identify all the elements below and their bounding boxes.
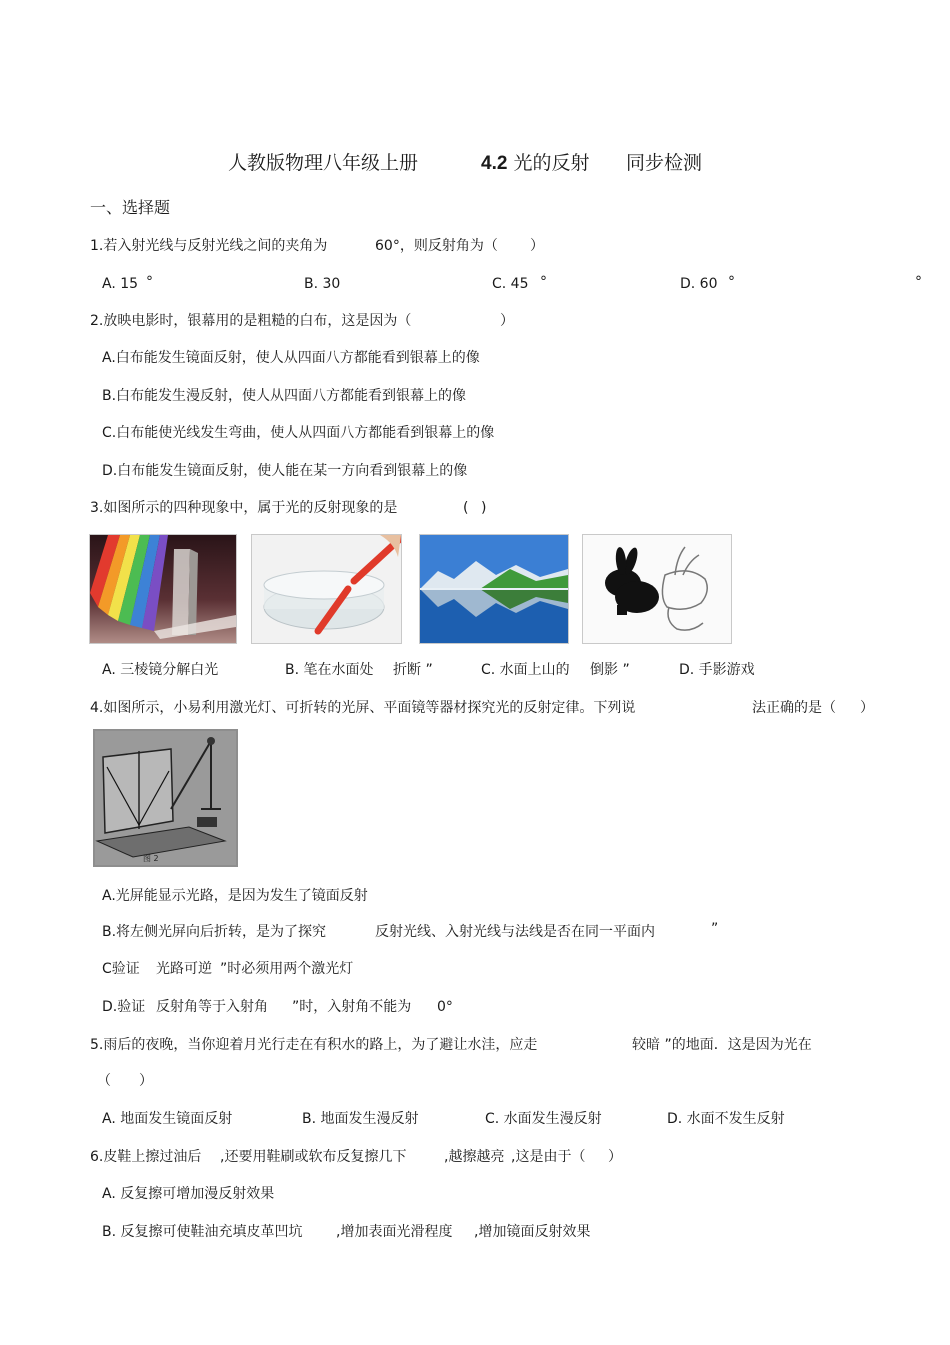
q4-option-a: A.光屏能显示光路，是因为发生了镜面反射 [102,888,368,904]
q3-option-a: A. 三棱镜分解白光 [102,662,219,678]
q3-stem-c: ) [481,500,487,516]
q6-stem-e: ） [608,1149,622,1165]
section-heading: 一、选择题 [90,198,171,217]
q1-stem-c: ） [530,238,544,254]
pencil-in-water-image [251,534,402,644]
q5-stem: 5.雨后的夜晚，当你迎着月光行走在有积水的路上，为了避让水洼，应走 [90,1037,538,1053]
q1-deg-b: ° [915,274,922,290]
q4-stem-b: 法正确的是（ [752,700,836,716]
q2-stem: 2.放映电影时，银幕用的是粗糙的白布，这是因为（ [90,313,412,329]
q1-option-a: A. 15 [102,276,139,292]
q4-option-d: D.验证 [102,999,146,1015]
q2-option-d: D.白布能发生镜面反射，使人能在某一方向看到银幕上的像 [102,463,468,479]
q5-option-d: D. 水面不发生反射 [667,1111,785,1127]
q6-stem-b: ,还要用鞋刷或软布反复擦几下 [220,1149,407,1165]
q5-option-a: A. 地面发生镜面反射 [102,1111,233,1127]
q1-option-c: C. 45 [492,276,529,292]
q6-stem-d: ,这是由于（ [511,1149,586,1165]
q4-option-c: C验证 [102,961,140,977]
q4-option-d-4: 0° [437,999,453,1015]
hand-shadow-image [582,534,732,644]
q1-option-d: D. 60 [680,276,718,292]
q4-option-d-2: 反射角等于入射角 [156,999,268,1015]
q1-stem-b: 60°，则反射角为（ [375,238,498,254]
q5-stem-c: （ [97,1073,111,1089]
q6-option-b-2: ,增加表面光滑程度 [336,1224,453,1240]
q6-stem-c: ,越擦越亮 [444,1149,505,1165]
q1-deg-d: ° [728,274,735,290]
q4-option-b-3: ” [711,921,719,937]
q4-option-b: B.将左侧光屏向后折转，是为了探究 [102,924,327,940]
mountain-reflection-image [419,534,569,644]
q3-stem: 3.如图所示的四种现象中，属于光的反射现象的是 [90,500,398,516]
q3-option-b-2: 折断 ” [393,662,433,678]
q1-deg-a: ° [146,274,153,290]
q4-option-d-3: ”时，入射角不能为 [292,999,412,1015]
prism-image [89,534,237,644]
q6-option-b-3: ,增加镜面反射效果 [474,1224,591,1240]
q5-option-b: B. 地面发生漫反射 [302,1111,419,1127]
q1-stem: 1.若入射光线与反射光线之间的夹角为 [90,238,328,254]
q6-option-b: B. 反复擦可使鞋油充填皮革凹坑 [102,1224,303,1240]
page-title-num [481,154,589,173]
q3-option-c: C. 水面上山的 [481,662,570,678]
q1-deg-c: ° [540,274,547,290]
laser-experiment-figure [93,729,238,867]
title-part4: 同步检测 [626,152,703,174]
q3-option-b: B. 笔在水面处 [285,662,374,678]
q2-option-c: C.白布能使光线发生弯曲，使人从四面八方都能看到银幕上的像 [102,425,495,441]
q6-stem: 6.皮鞋上擦过油后 [90,1149,202,1165]
q3-stem-b: ( [463,500,469,516]
title-part1: 人教版物理八年级上册 [228,152,419,174]
q4-stem: 4.如图所示，小易利用激光灯、可折转的光屏、平面镜等器材探究光的反射定律。下列说 [90,700,636,716]
q3-option-c-2: 倒影 ” [590,662,630,678]
page-title [228,154,418,173]
q2-option-a: A.白布能发生镜面反射，使人从四面八方都能看到银幕上的像 [102,350,480,366]
q3-option-d: D. 手影游戏 [679,662,755,678]
figure-caption: 图 2 [143,854,159,863]
q5-stem-b: 较暗 ”的地面．这是因为光在 [632,1037,812,1053]
q4-stem-c: ） [860,700,874,716]
q5-stem-d: ） [139,1073,153,1089]
title-part2: 4.2 [481,153,508,174]
q2-stem-b: ） [500,313,514,329]
q2-option-b: B.白布能发生漫反射，使人从四面八方都能看到银幕上的像 [102,388,467,404]
title-part3: 光的反射 [513,152,590,174]
q1-option-b: B. 30 [304,276,341,292]
q6-option-a: A. 反复擦可增加漫反射效果 [102,1186,275,1202]
q4-option-b-2: 反射光线、入射光线与法线是否在同一平面内 [375,924,655,940]
q4-option-c-3: ”时必须用两个激光灯 [220,961,354,977]
q5-option-c: C. 水面发生漫反射 [485,1111,602,1127]
q4-option-c-2: 光路可逆 [156,961,212,977]
